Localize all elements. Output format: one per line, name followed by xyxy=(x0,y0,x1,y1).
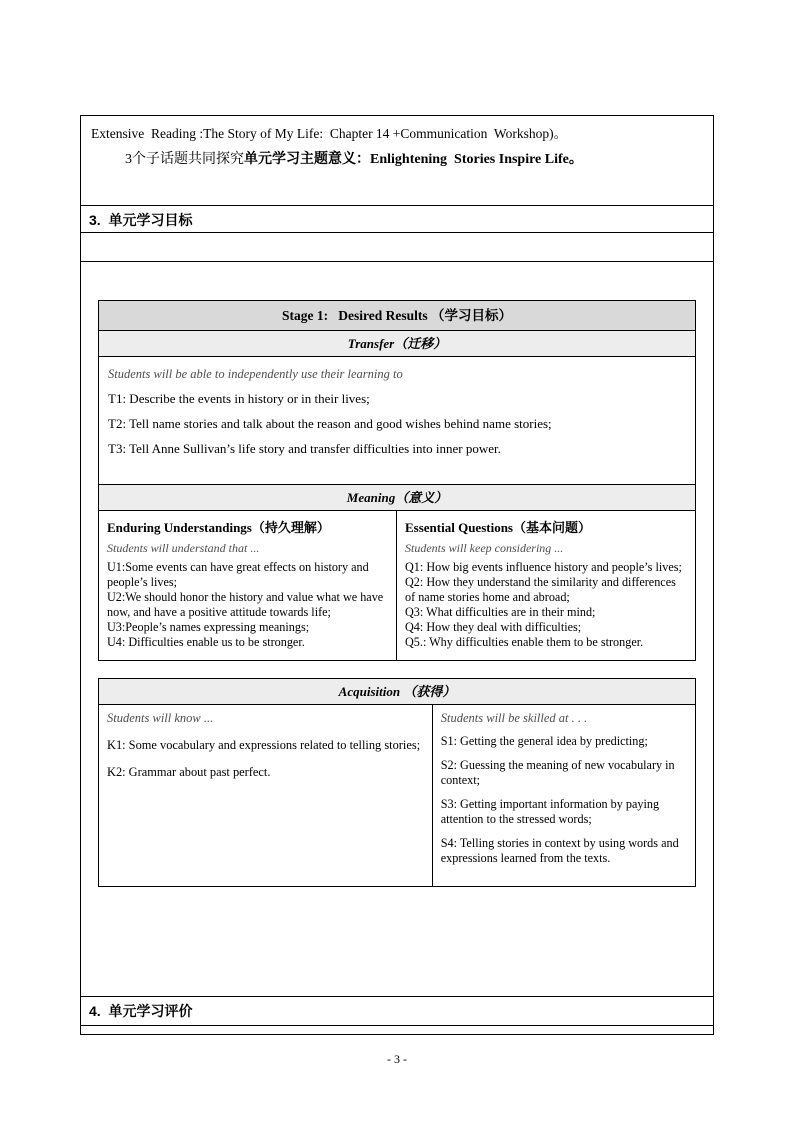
acquisition-table xyxy=(98,678,696,887)
skill-item-s3: S3: Getting important information by paying attention to the stressed words; xyxy=(440,796,663,826)
transfer-lead: Students will be able to independently use their learning to xyxy=(108,367,403,381)
section3-spacer-row xyxy=(81,233,713,262)
understanding-item-u4: U4: Difficulties enable us to be stronger. xyxy=(107,635,305,649)
skill-item-s2: S2: Guessing the meaning of new vocabulary in context; xyxy=(440,757,678,787)
intro-line-2 xyxy=(91,149,703,170)
transfer-item-t2: T2: Tell name stories and talk about the reason and good wishes behind name stories; xyxy=(108,416,552,431)
intro-line2-theme: 单元学习主题意义：Enlightening Stories Inspire Life。 xyxy=(244,152,583,167)
stage1-title: Stage 1: Desired Results （学习目标） xyxy=(99,301,695,331)
students-will-know-column xyxy=(99,705,433,886)
intro-line-1: Extensive Reading :The Story of My Life: Chapter 14 +Communication Workshop)。 xyxy=(91,126,568,141)
transfer-band: Transfer（迁移） xyxy=(99,331,695,357)
learning-objectives-cell xyxy=(81,300,713,996)
section4-header: 4. 单元学习评价 xyxy=(81,996,713,1026)
skill-item-s1: S1: Getting the general idea by predicting; xyxy=(440,734,648,748)
understanding-item-u2: U2:We should honor the history and value what we have now, and have a positive attitude towards life; xyxy=(107,590,387,619)
essential-questions-column xyxy=(397,511,695,660)
meaning-band: Meaning（意义） xyxy=(99,485,695,511)
page-number: - 3 - xyxy=(387,1052,407,1066)
know-lead: Students will know ... xyxy=(107,711,214,725)
understanding-item-u1: U1:Some events can have great effects on history and people’s lives; xyxy=(107,560,372,589)
question-item-q2: Q2: How they understand the similarity and differences of name stories home and abroad; xyxy=(405,575,679,604)
stage1-table xyxy=(98,300,696,661)
section3-header: 3. 单元学习目标 xyxy=(81,205,713,233)
students-skilled-column xyxy=(433,705,695,886)
enduring-understandings-title: Enduring Understandings（持久理解） xyxy=(107,520,330,535)
enduring-understandings-lead: Students will understand that ... xyxy=(107,541,260,555)
unit-plan-table xyxy=(80,115,714,1035)
intro-cell xyxy=(81,116,713,205)
acquisition-columns xyxy=(99,705,695,886)
understanding-item-u3: U3:People’s names expressing meanings; xyxy=(107,620,310,634)
transfer-item-t3: T3: Tell Anne Sullivan’s life story and transfer difficulties into inner power. xyxy=(108,441,501,456)
transfer-item-t1: T1: Describe the events in history or in their lives; xyxy=(108,391,370,406)
question-item-q3: Q3: What difficulties are in their mind; xyxy=(405,605,596,619)
acquisition-band: Acquisition （获得） xyxy=(99,679,695,705)
meaning-columns xyxy=(99,511,695,660)
essential-questions-title: Essential Questions（基本问题） xyxy=(405,520,591,535)
question-item-q5: Q5.: Why difficulties enable them to be stronger. xyxy=(405,635,644,649)
essential-questions-lead: Students will keep considering ... xyxy=(405,541,564,555)
skilled-lead: Students will be skilled at . . . xyxy=(440,711,588,725)
skill-item-s4: S4: Telling stories in context by using words and expressions learned from the texts. xyxy=(440,835,682,865)
question-item-q4: Q4: How they deal with difficulties; xyxy=(405,620,582,634)
transfer-content xyxy=(99,357,695,485)
enduring-understandings-column xyxy=(99,511,397,660)
know-item-k2: K2: Grammar about past perfect. xyxy=(107,765,271,779)
intro-line2-regular: 3个子话题共同探究 xyxy=(125,152,244,167)
know-item-k1: K1: Some vocabulary and expressions related to telling stories; xyxy=(107,738,421,752)
question-item-q1: Q1: How big events influence history and people’s lives; xyxy=(405,560,682,574)
